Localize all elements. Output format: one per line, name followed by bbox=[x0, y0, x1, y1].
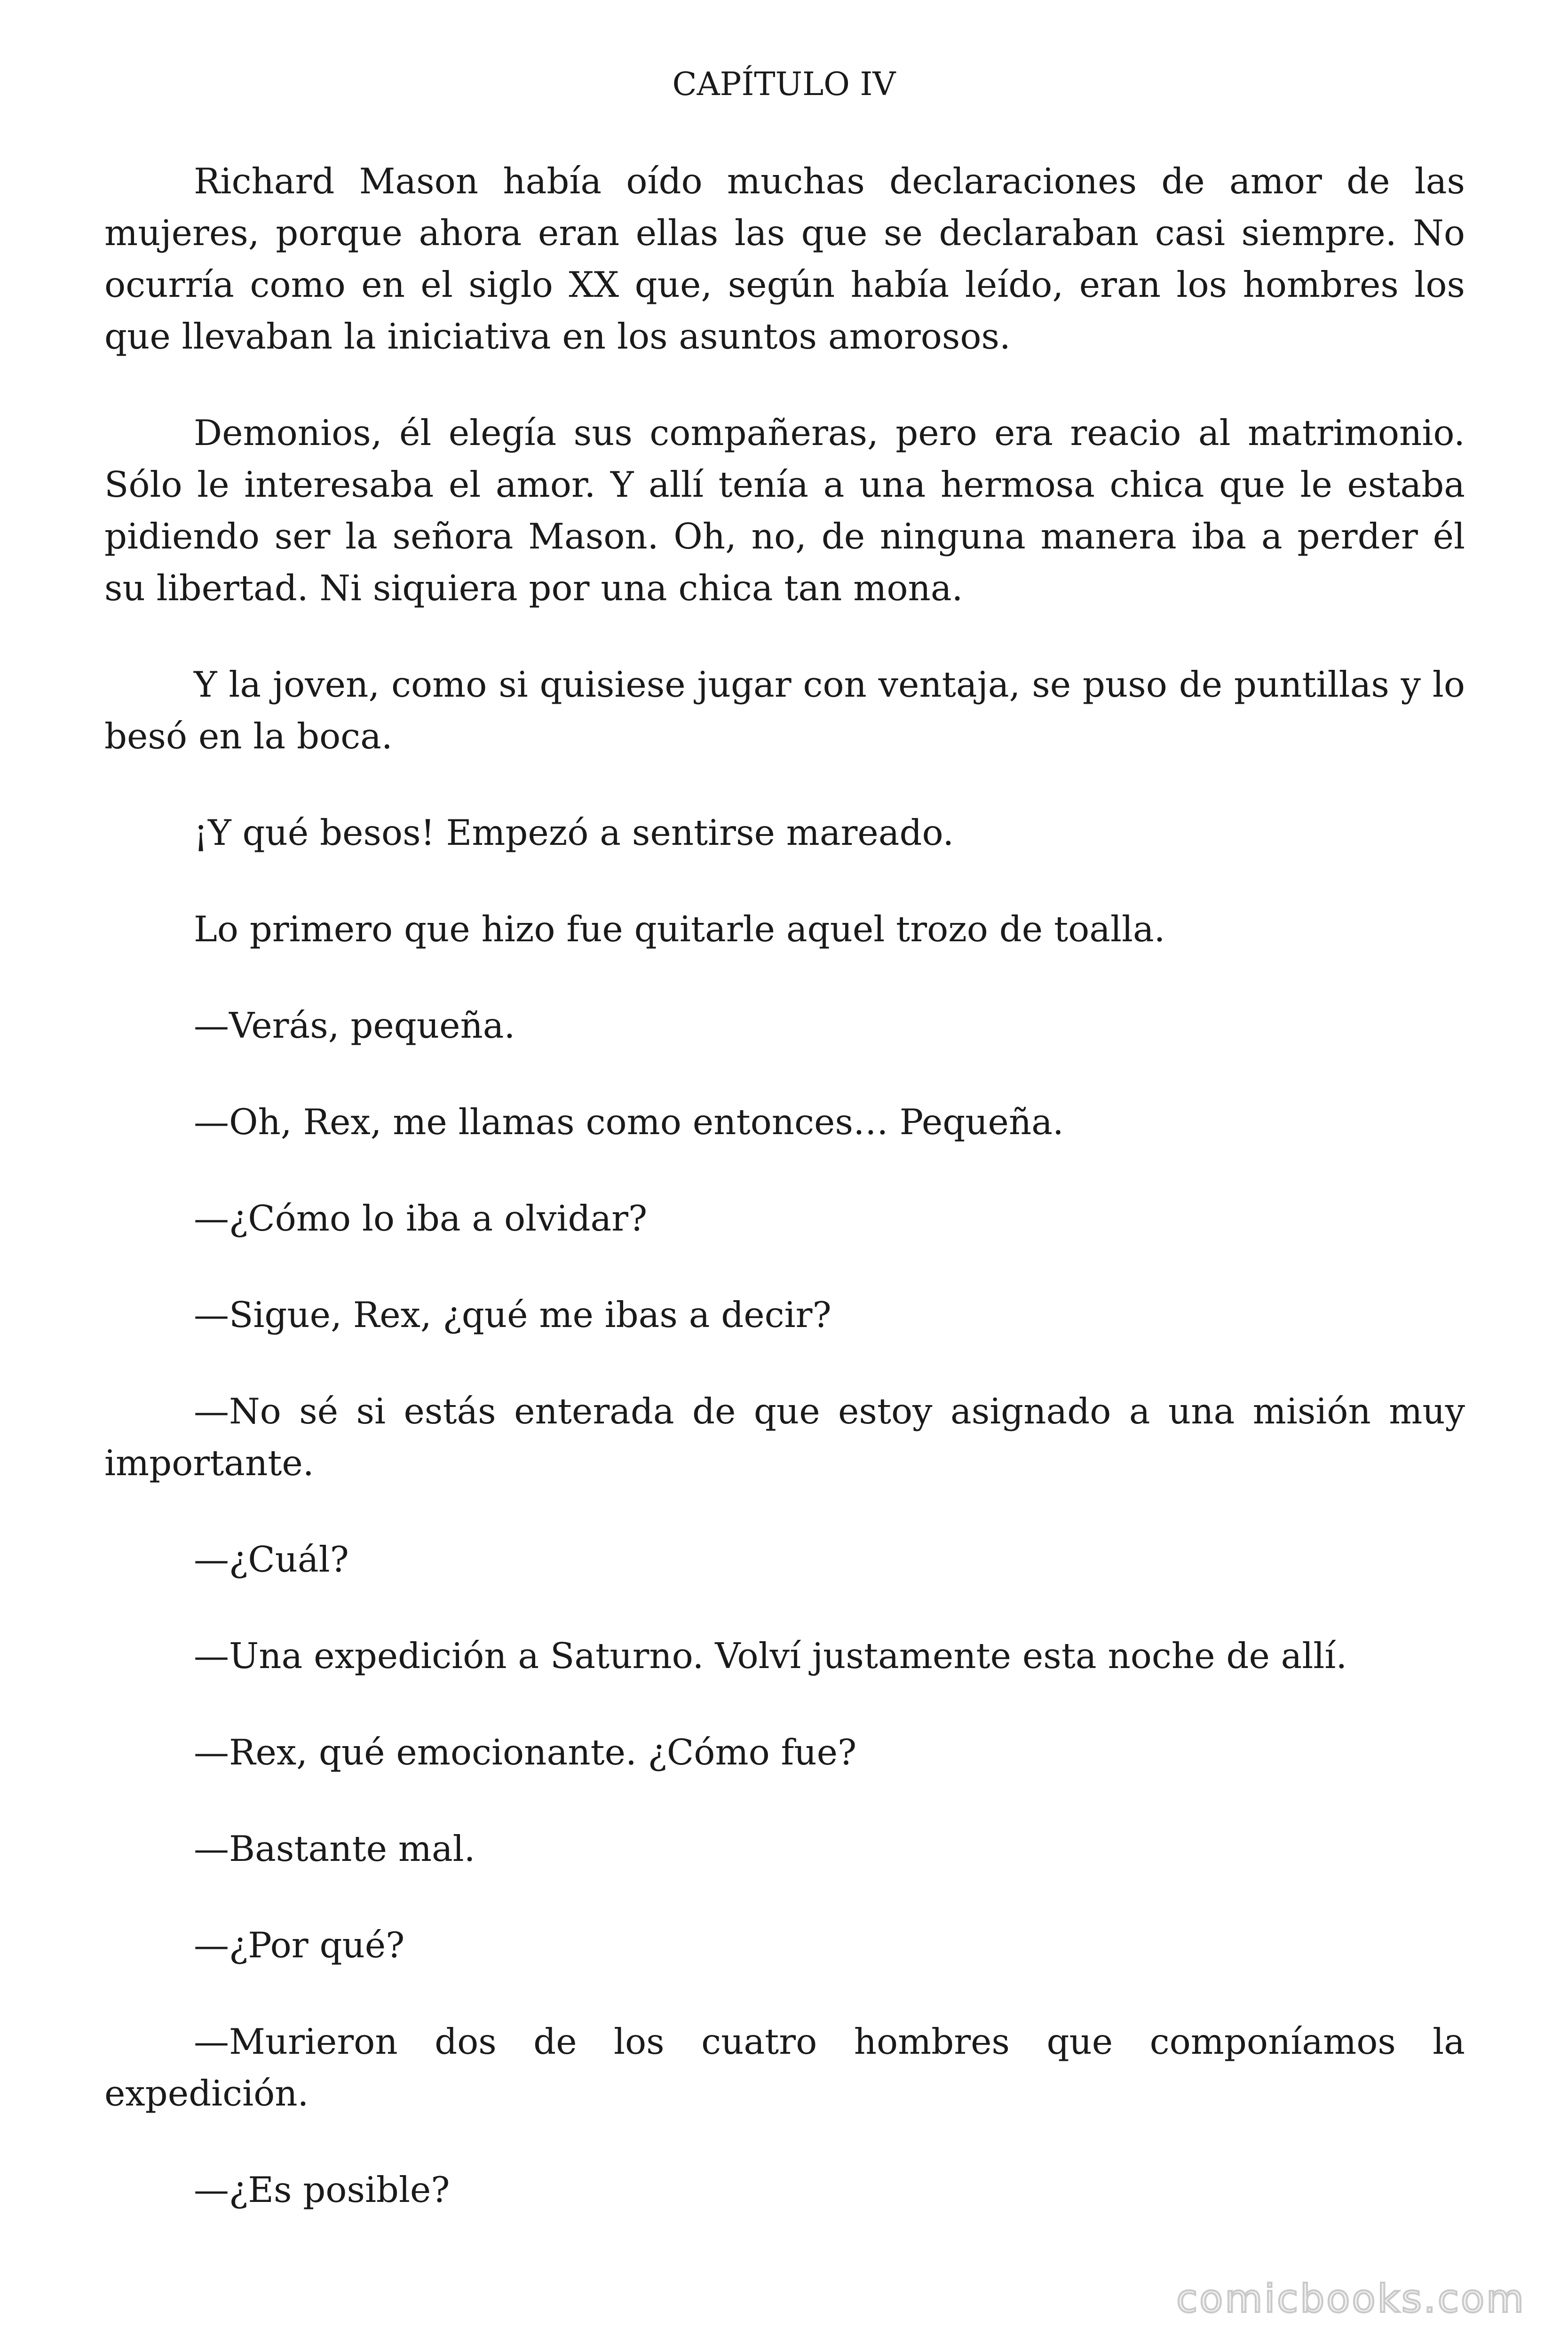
chapter-title: CAPÍTULO IV bbox=[672, 66, 896, 103]
dialogue-line: —¿Es posible? bbox=[194, 2169, 450, 2210]
dialogue-line: —Rex, qué emocionante. ¿Cómo fue? bbox=[194, 1732, 857, 1773]
paragraph: ¡Y qué besos! Empezó a sentirse mareado. bbox=[194, 812, 954, 853]
dialogue-line: —¿Por qué? bbox=[194, 1924, 405, 1966]
paragraph: Demonios, él elegía sus compañeras, pero era reacio al matrimonio. Sólo le interesaba el amor. Y allí tenía a una hermosa chica que le estaba pidiendo ser la señora Mason. Oh, no, de ninguna manera iba a perder él su libertad. Ni siquiera por una chica tan mona. bbox=[104, 412, 1465, 609]
watermark: comicbooks.com bbox=[1176, 2277, 1526, 2321]
paragraph: Richard Mason había oído muchas declaraciones de amor de las mujeres, porque ahora eran ellas las que se declaraban casi siempre. No ocurría como en el siglo XX que, según había leído, eran los hombres los que llevaban la iniciativa en los asuntos amorosos. bbox=[104, 160, 1465, 357]
dialogue-line: —Una expedición a Saturno. Volví justamente esta noche de allí. bbox=[194, 1635, 1347, 1677]
dialogue-line: —Oh, Rex, me llamas como entonces… Pequeña. bbox=[194, 1101, 1064, 1143]
dialogue-line: —¿Cómo lo iba a olvidar? bbox=[194, 1198, 648, 1239]
paragraph: Y la joven, como si quisiese jugar con ventaja, se puso de puntillas y lo besó en la boca. bbox=[104, 664, 1465, 757]
dialogue-line: —Murieron dos de los cuatro hombres que componíamos la expedición. bbox=[104, 2021, 1465, 2114]
dialogue-line: —Verás, pequeña. bbox=[194, 1005, 515, 1046]
dialogue-line: —¿Cuál? bbox=[194, 1539, 349, 1580]
dialogue-line: —Bastante mal. bbox=[194, 1828, 475, 1869]
dialogue-line: —Sigue, Rex, ¿qué me ibas a decir? bbox=[194, 1294, 832, 1335]
dialogue-line: —No sé si estás enterada de que estoy asignado a una misión muy importante. bbox=[104, 1391, 1465, 1484]
body-text bbox=[104, 155, 1465, 2260]
paragraph: Lo primero que hizo fue quitarle aquel trozo de toalla. bbox=[194, 908, 1165, 950]
